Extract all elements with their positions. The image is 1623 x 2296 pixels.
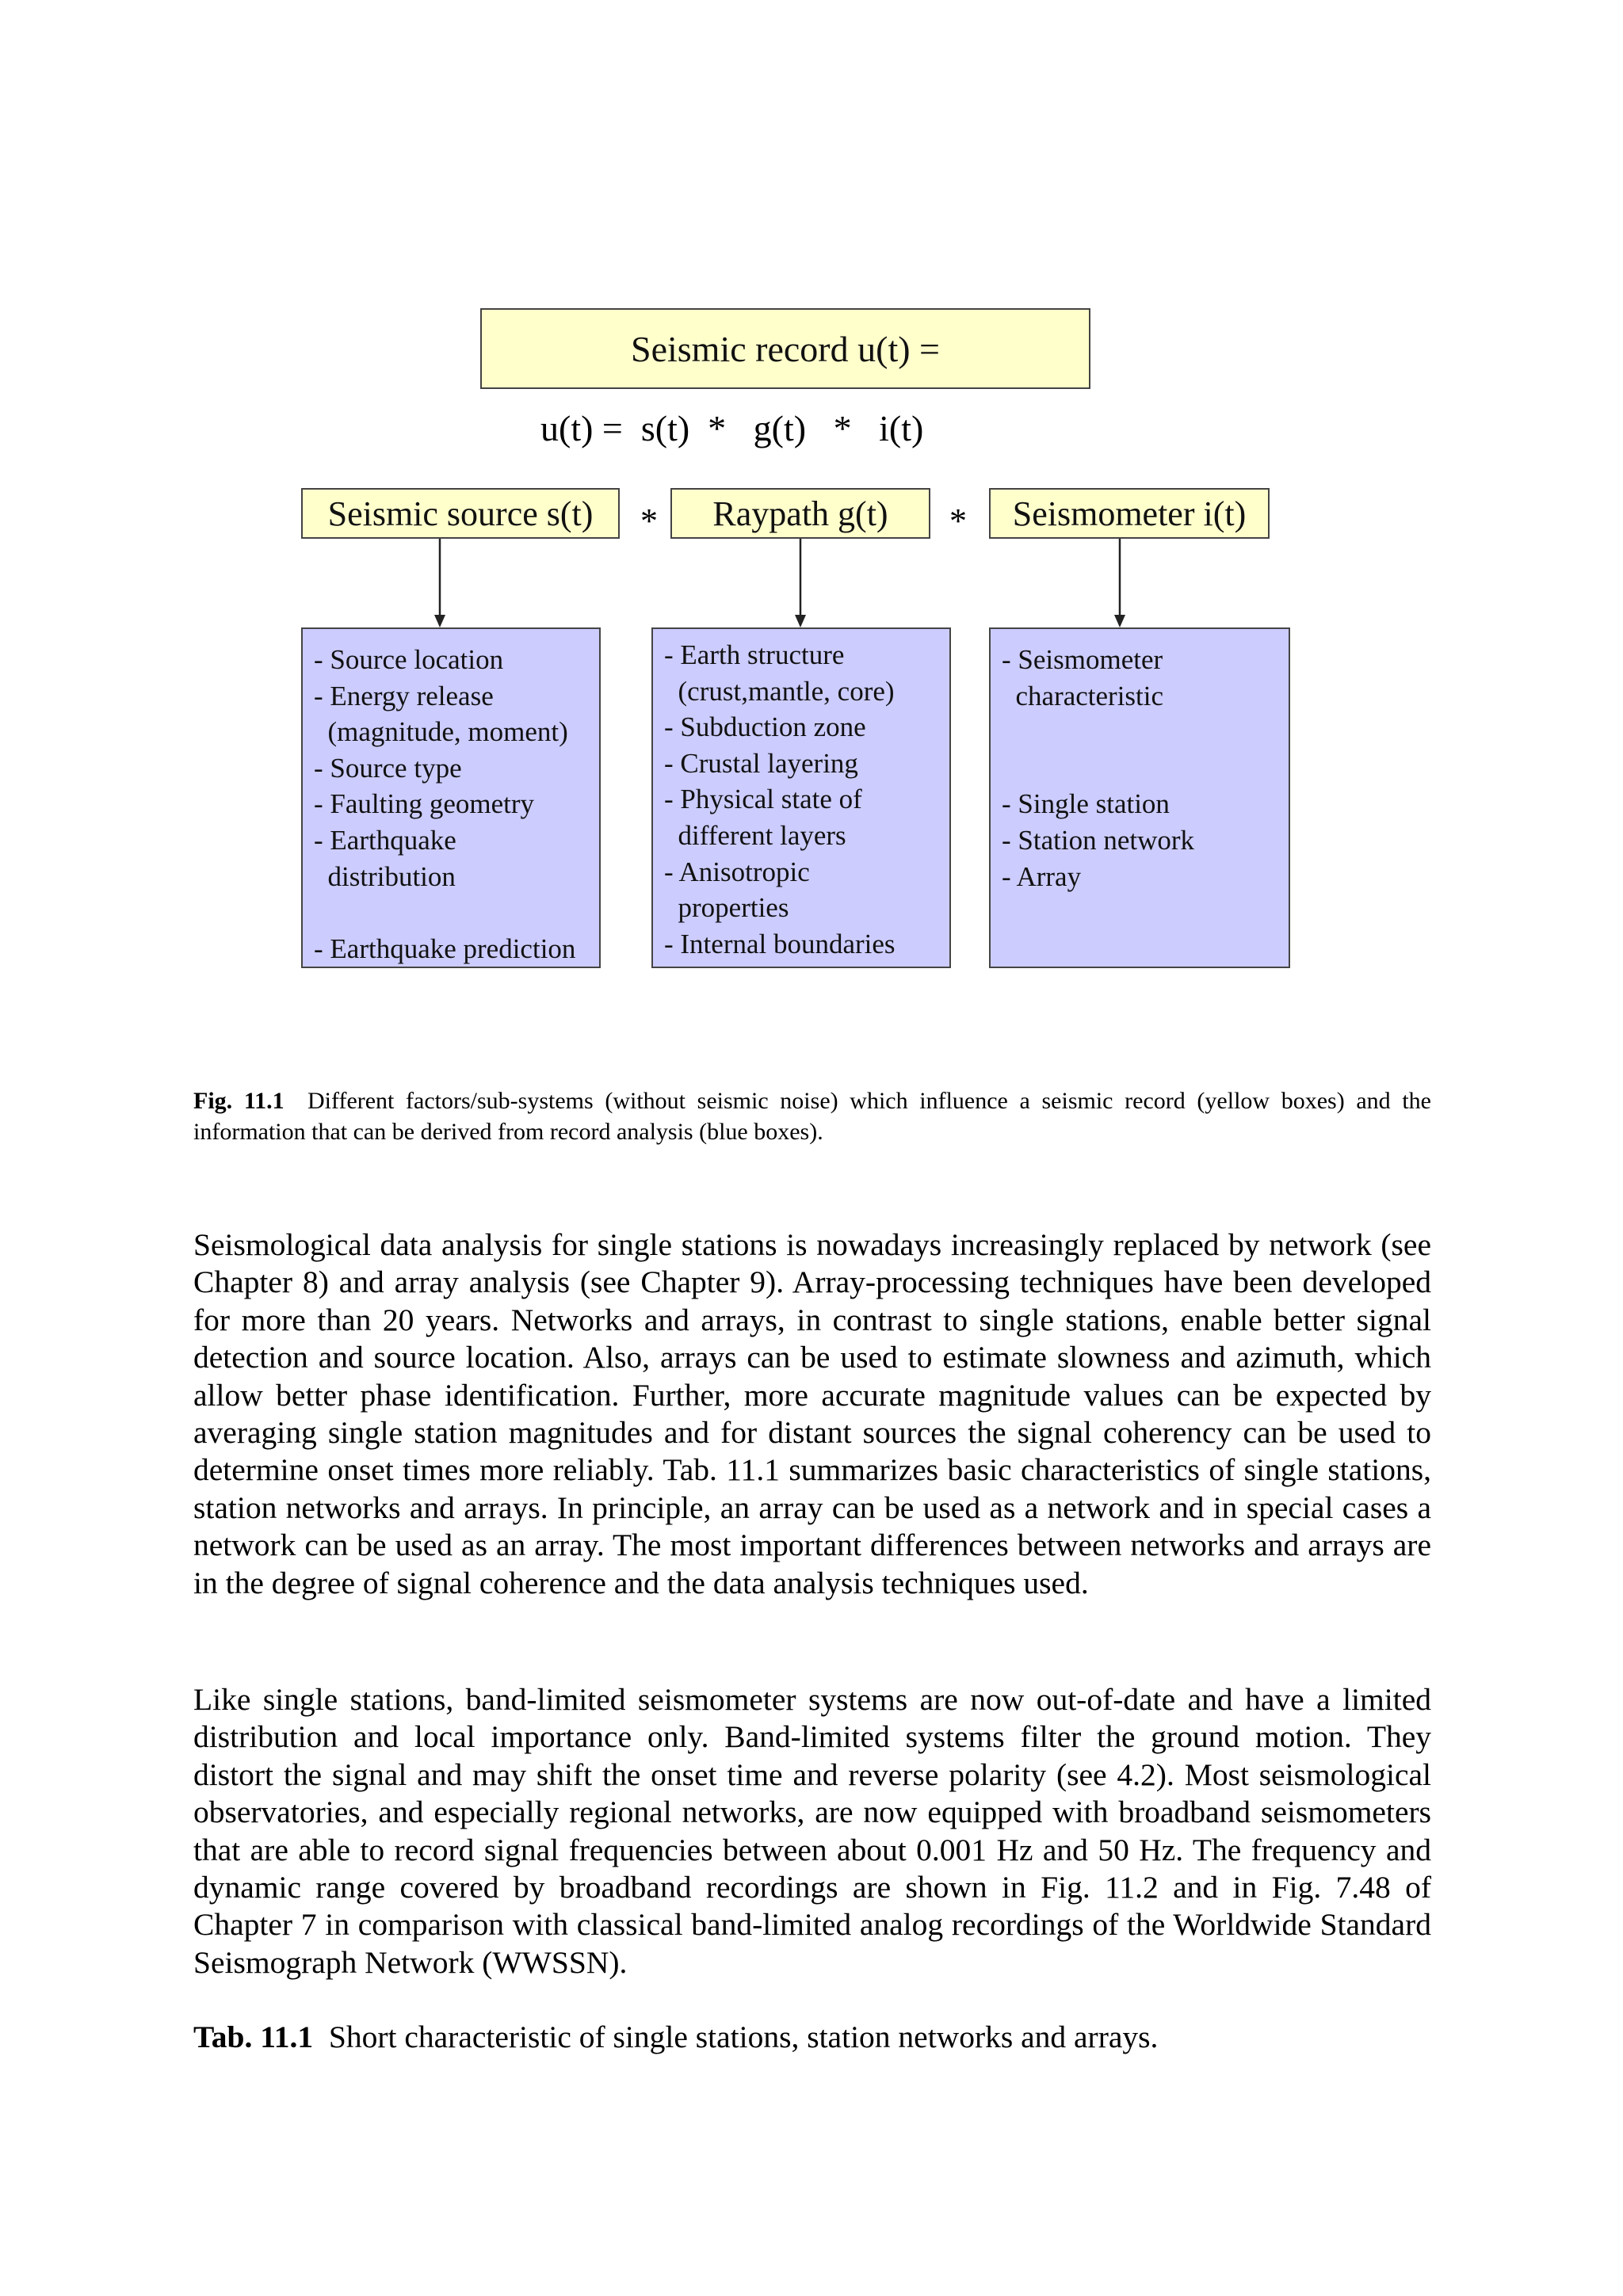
info-line: - Source location — [314, 644, 504, 675]
info-line: - Physical state of — [664, 784, 862, 815]
caption-text: Different factors/sub-systems (without seismic noise) which influence a seismic record (yellow boxes) and the information that can be derived from record analysis (blue boxes). — [193, 1088, 1431, 1145]
info-line: - Single station — [1002, 788, 1170, 820]
info-line: - Earthquake — [314, 824, 456, 856]
caption-label: Fig. 11.1 — [193, 1088, 285, 1114]
info-line: - Earthquake prediction — [314, 933, 576, 964]
seismic-source-box — [301, 488, 620, 539]
info-line: - Array — [1002, 860, 1082, 892]
source-info-box — [301, 627, 601, 968]
info-line: - Seismometer — [1002, 644, 1163, 675]
info-line: - Earth structure — [664, 639, 845, 670]
arrow-source — [428, 539, 452, 629]
table-caption-label: Tab. 11.1 — [193, 2019, 314, 2054]
info-line: distribution — [314, 860, 456, 892]
raypath-box — [670, 488, 930, 539]
info-line: - Source type — [314, 752, 462, 784]
arrow-seismometer — [1108, 539, 1132, 629]
info-line: - Energy release — [314, 680, 494, 711]
seismometer-box — [989, 488, 1270, 539]
table-caption-text: Short characteristic of single stations, station networks and arrays. — [328, 2019, 1159, 2054]
seismometer-label: Seismometer i(t) — [1012, 494, 1247, 533]
body-paragraph: Like single stations, band-limited seismometer systems are now out-of-date and have a limited distribution and local importance only. Band-limited systems filter the ground motion. They distort the signal and may shift the onset time and reverse polarity (see 4.2). Most seismological observatories, and especially regional networks, are now equipped with broadband seismometers that are able to record signal frequencies between about 0.001 Hz and 50 Hz. The frequency and dynamic range covered by broadband recordings are shown in Fig. 11.2 and in Fig. 7.48 of Chapter 7 in comparison with classical band-limited analog recordings of the Worldwide Standard Seismograph Network (WWSSN). — [193, 1682, 1431, 1980]
info-line: different layers — [664, 819, 846, 851]
info-line: (magnitude, moment) — [314, 716, 568, 748]
info-line: characteristic — [1002, 680, 1164, 711]
info-line: - Crustal layering — [664, 747, 858, 779]
seismic-record-box — [480, 308, 1090, 389]
table-caption — [193, 2019, 1431, 2056]
seismic-source-label: Seismic source s(t) — [327, 494, 594, 533]
info-line: - Anisotropic — [664, 856, 810, 887]
info-line: - Internal boundaries — [664, 928, 896, 959]
convolution-operator: * — [640, 502, 658, 540]
info-line — [1002, 714, 1276, 750]
body-paragraph: Seismological data analysis for single stations is nowadays increasingly replaced by network (see Chapter 8) and array analysis (see Chapter 9). Array-processing techniques have been developed for more than 20 years. Networks and arrays, in contrast to single stations, enable better signal detection and source location. Also, arrays can be used to estimate slowness and azimuth, which allow better phase identification. Further, more accurate magnitude values can be expected by averaging single station magnitudes and for distant sources the signal coherency can be used to determine onset times more reliably. Tab. 11.1 summarizes basic characteristics of single stations, station networks and arrays. In principle, an array can be used as a network and in special cases a network can be used as an array. The most important differences between networks and arrays are in the degree of signal coherence and the data analysis techniques used. — [193, 1227, 1431, 1600]
convolution-operator: * — [949, 502, 967, 540]
seismic-record-label: Seismic record u(t) = — [631, 328, 940, 369]
info-line: properties — [664, 892, 789, 924]
info-line: - Faulting geometry — [314, 788, 535, 820]
raypath-label: Raypath g(t) — [712, 494, 888, 533]
info-line — [1002, 750, 1276, 787]
seismometer-info-box — [989, 627, 1290, 968]
info-line: (crust,mantle, core) — [664, 675, 895, 707]
figure-caption — [193, 1085, 1431, 1147]
raypath-info-box — [651, 627, 951, 968]
convolution-formula: u(t) = s(t) * g(t) * i(t) — [540, 408, 924, 448]
info-line: - Subduction zone — [664, 711, 866, 743]
info-line: - Station network — [1002, 824, 1195, 856]
arrow-raypath — [789, 539, 812, 629]
info-line — [314, 894, 586, 931]
